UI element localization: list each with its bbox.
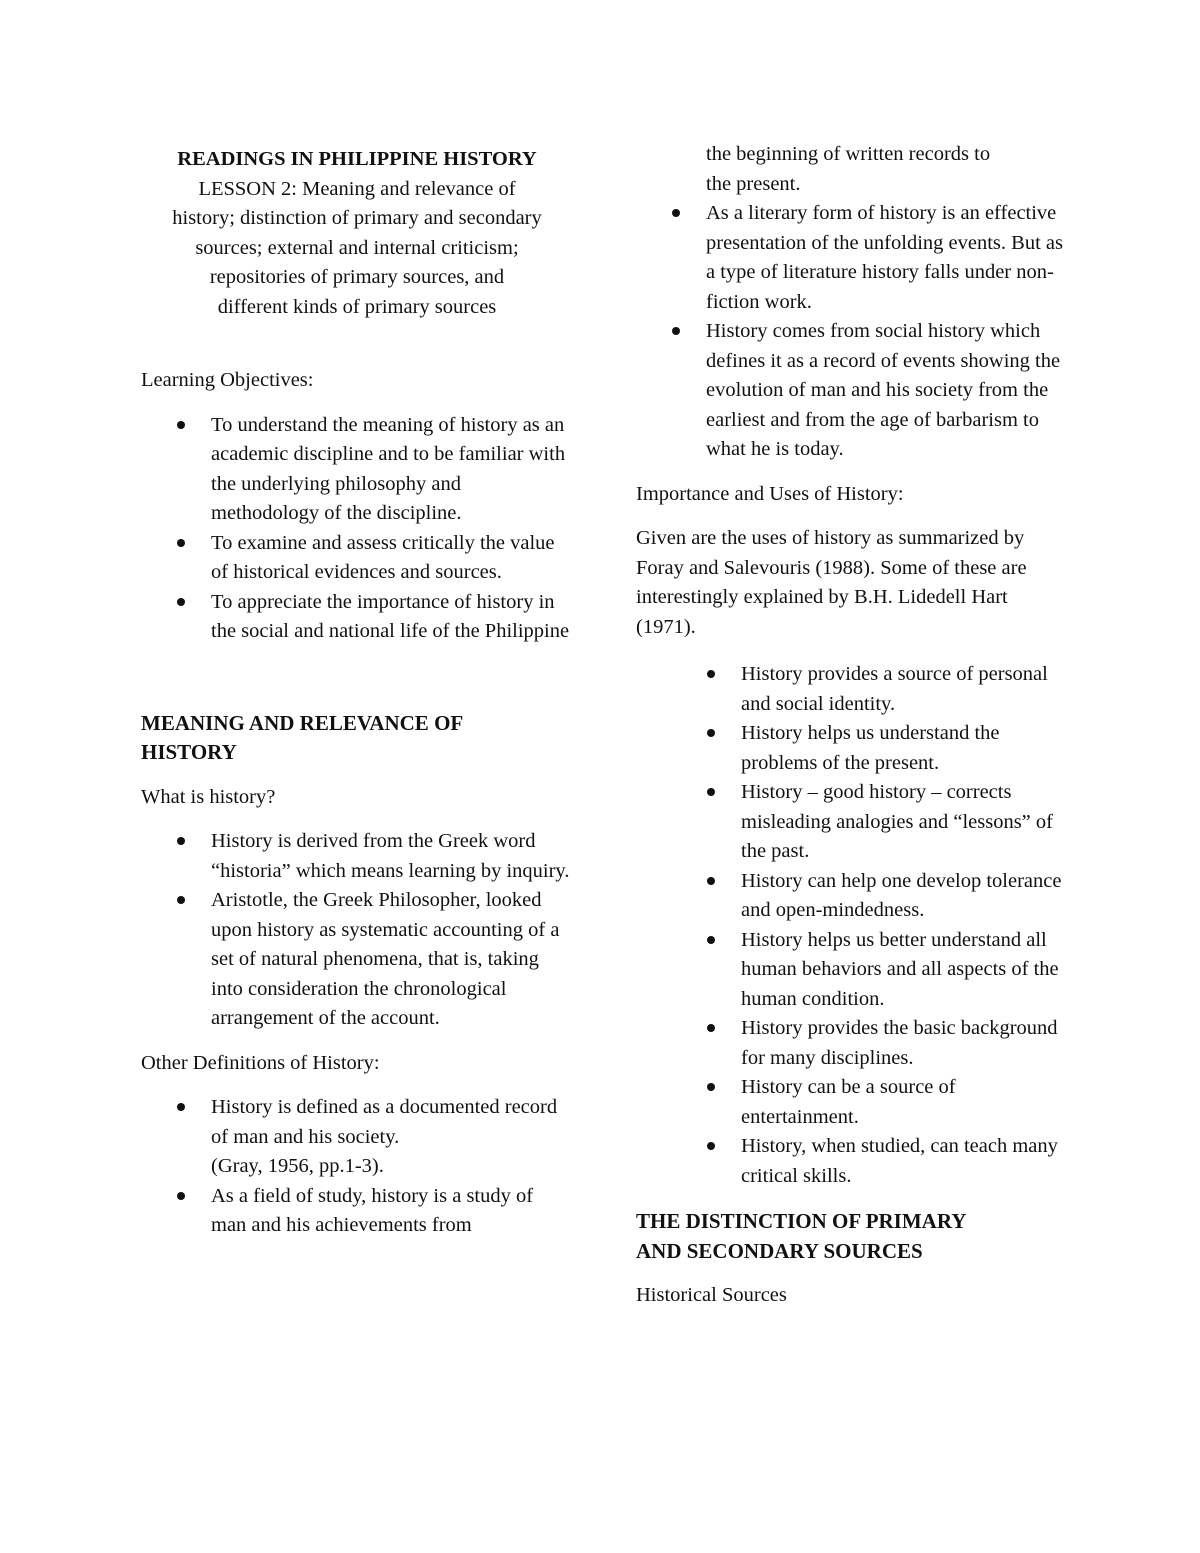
list-item-text: History – good history – corrects misleading analogies and “lessons” of the past. [741, 781, 1053, 862]
bullet-icon [707, 1024, 715, 1032]
list-item [741, 778, 1076, 867]
bullet-icon [707, 729, 715, 737]
other-definitions-list [141, 1093, 573, 1241]
bullet-icon [707, 788, 715, 796]
list-item [211, 1182, 573, 1241]
lesson-description [141, 175, 573, 323]
historical-sources-label: Historical Sources [636, 1284, 787, 1306]
list-item-text: History helps us better understand all human behaviors and all aspects of the human condition. [741, 928, 1059, 1010]
bullet-icon [177, 1103, 185, 1111]
importance-label: Importance and Uses of History: [636, 482, 904, 505]
list-item-text: History can help one develop tolerance and open-mindedness. [741, 869, 1062, 921]
bullet-icon [672, 327, 680, 335]
list-item [211, 886, 573, 1034]
continued-line: the beginning of written records to [706, 143, 991, 165]
list-item-text: History provides a source of personal and social identity. [741, 663, 1048, 715]
list-item [741, 1132, 1076, 1191]
lesson-line: history; distinction of primary and secondary [172, 207, 542, 229]
continued-text [636, 140, 1076, 199]
lesson-line: sources; external and internal criticism; [195, 236, 519, 259]
objectives-label: Learning Objectives: [141, 369, 314, 391]
list-item [741, 719, 1076, 778]
section-heading-line: MEANING AND RELEVANCE OF [141, 710, 464, 735]
list-item [741, 660, 1076, 719]
bullet-icon [672, 209, 680, 217]
lesson-line: different kinds of primary sources [217, 295, 497, 318]
list-item-text: History comes from social history which defines it as a record of events showing the evolution of man and his society from the earliest and from the age of barbarism to what he is today. [706, 320, 1061, 460]
lesson-line: repositories of primary sources, and [209, 266, 505, 288]
continued-list [636, 199, 1076, 465]
bullet-icon [707, 877, 715, 885]
list-item [741, 1073, 1076, 1132]
list-item-text: To understand the meaning of history as an academic discipline and to be familiar with the underlying philosophy and methodology of the discipline. [211, 413, 566, 524]
bullet-icon [177, 1192, 185, 1200]
bullet-icon [177, 598, 185, 606]
list-item-text: History helps us understand the problems of the present. [741, 722, 1000, 774]
list-item [211, 1093, 573, 1182]
right-column [636, 140, 1076, 1311]
citation: (Gray, 1956, pp.1-3). [211, 1155, 384, 1177]
list-item-text: To appreciate the importance of history in the social and national life of the Philippine [211, 590, 570, 642]
list-item [211, 529, 573, 588]
list-item-text: Aristotle, the Greek Philosopher, looked upon history as systematic accounting of a set of natural phenomena, that is, taking into consideration the chronological arrangement of the account. [211, 889, 560, 1029]
list-item-text: History is derived from the Greek word “historia” which means learning by inquiry. [211, 830, 570, 882]
list-item-text: History, when studied, can teach many critical skills. [741, 1135, 1058, 1187]
section-heading [141, 709, 573, 768]
section-heading-line: HISTORY [141, 740, 237, 764]
list-item [211, 827, 573, 886]
bullet-icon [707, 670, 715, 678]
bullet-icon [177, 896, 185, 904]
list-item-text: As a literary form of history is an effective presentation of the unfolding events. But as a type of literature history falls under non-fiction work. [706, 202, 1063, 313]
distinction-heading [636, 1207, 1076, 1266]
list-item-text: History provides the basic background for many disciplines. [741, 1017, 1058, 1069]
list-item-text: History can be a source of entertainment. [741, 1076, 956, 1128]
left-column [141, 140, 573, 1241]
bullet-icon [707, 1083, 715, 1091]
other-definitions-label: Other Definitions of History: [141, 1051, 380, 1074]
list-item [741, 867, 1076, 926]
continued-line: the present. [706, 172, 801, 195]
list-item [211, 411, 573, 529]
list-item [706, 199, 1076, 317]
bullet-icon [707, 1142, 715, 1150]
what-is-history-label: What is history? [141, 785, 276, 808]
what-is-history-list [141, 827, 573, 1034]
distinction-heading-line: THE DISTINCTION OF PRIMARY [636, 1209, 967, 1233]
list-item-text: To examine and assess critically the value of historical evidences and sources. [211, 531, 555, 583]
uses-list [636, 660, 1076, 1191]
list-item [211, 588, 573, 647]
bullet-icon [177, 421, 185, 429]
list-item-text: As a field of study, history is a study of man and his achievements from [211, 1184, 534, 1236]
list-item [741, 926, 1076, 1015]
bullet-icon [707, 936, 715, 944]
list-item [706, 317, 1076, 465]
list-item-text: History is defined as a documented record of man and his society. [211, 1096, 558, 1148]
list-item [741, 1014, 1076, 1073]
lesson-line: LESSON 2: Meaning and relevance of [198, 177, 516, 200]
bullet-icon [177, 837, 185, 845]
document-title: READINGS IN PHILIPPINE HISTORY [177, 148, 537, 170]
given-paragraph: Given are the uses of history as summarized by Foray and Salevouris (1988). Some of these are interestingly explained by B.H. Lidedell Hart (1971). [636, 527, 1027, 638]
bullet-icon [177, 539, 185, 547]
objectives-list [141, 411, 573, 647]
distinction-heading-line: AND SECONDARY SOURCES [636, 1238, 923, 1263]
